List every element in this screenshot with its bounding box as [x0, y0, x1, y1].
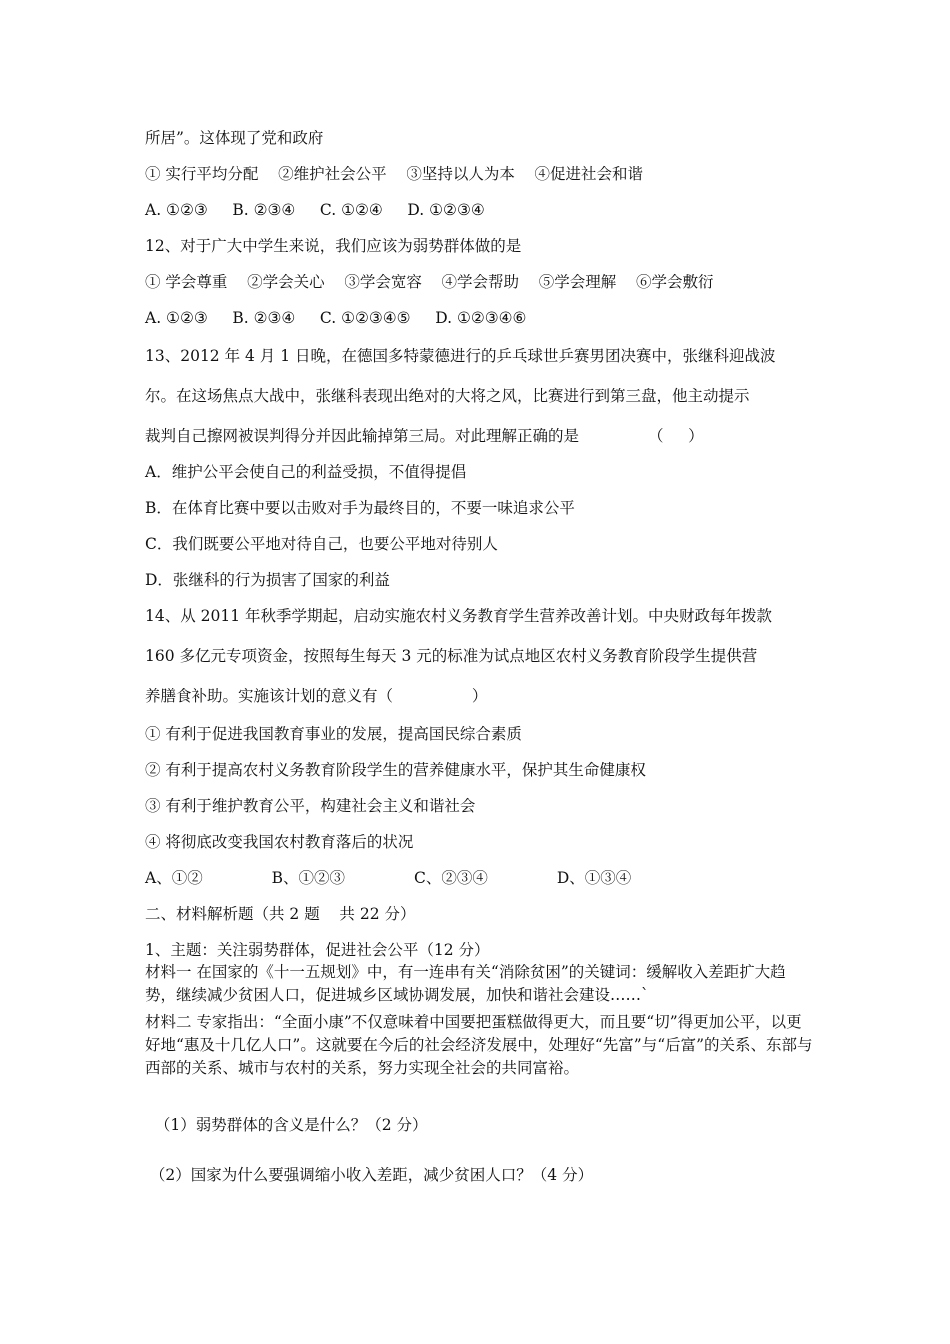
question-14-stem-line-1: 14、从 2011 年秋季学期起，启动实施农村义务教育学生营养改善计划。中央财政每年拨款 [145, 607, 773, 625]
material-one-text: 材料一 在国家的《十一五规划》中，有一连串有关“消除贫困”的关键词：缓解收入差距扩大趋势，继续减少贫困人口，促进城乡区域协调发展，加快和谐社会建设……` [145, 963, 786, 1004]
question-13-option-a: A．维护公平会使自己的利益受损，不值得提倡 [145, 463, 467, 481]
question-14-options: A、①② B、①②③ C、②③④ D、①③④ [145, 869, 632, 887]
material-two-text: 材料二 专家指出：“全面小康”不仅意味着中国要把蛋糕做得更大，而且要“切”得更加公平，以更好地“惠及十几亿人口”。这就要在今后的社会经济发展中，处理好“先富”与“后富”的关系、东部与西部的关系、城市与农村的关系，努力实现全社会的共同富裕。 [145, 1013, 813, 1077]
section-2-heading: 二、材料解析题（共 2 题 共 22 分） [145, 905, 416, 923]
question-11-items: ① 实行平均分配 ②维护社会公平 ③坚持以人为本 ④促进社会和谐 [145, 165, 644, 183]
question-13-stem-line-3: 裁判自己擦网被误判得分并因此输掉第三局。对此理解正确的是 （ ） [145, 427, 704, 445]
question-11-stem-end: 所居”。这体现了党和政府 [145, 129, 324, 147]
question-13-stem-line-2: 尔。在这场焦点大战中，张继科表现出绝对的大将之风，比赛进行到第三盘，他主动提示 [145, 387, 750, 405]
sub-question-2: （2）国家为什么要强调缩小收入差距，减少贫困人口？（4 分） [145, 1166, 594, 1184]
question-11-options: A. ①②③ B. ②③④ C. ①②④ D. ①②③④ [145, 201, 485, 219]
question-13-option-c: C．我们既要公平地对待自己，也要公平地对待别人 [145, 535, 498, 553]
question-14-item-1: ① 有利于促进我国教育事业的发展，提高国民综合素质 [145, 725, 522, 743]
material-two-paragraph [145, 1011, 815, 1080]
question-12-items: ① 学会尊重 ②学会关心 ③学会宽容 ④学会帮助 ⑤学会理解 ⑥学会敷衍 [145, 273, 714, 291]
material-question-1-topic: 1、主题：关注弱势群体，促进社会公平（12 分） [145, 941, 490, 959]
question-12-stem: 12、对于广大中学生来说，我们应该为弱势群体做的是 [145, 237, 522, 255]
question-13-option-d: D．张继科的行为损害了国家的利益 [145, 571, 390, 589]
material-one-paragraph [145, 961, 815, 1007]
question-13-option-b: B．在体育比赛中要以击败对手为最终目的，不要一味追求公平 [145, 499, 575, 517]
question-14-item-4: ④ 将彻底改变我国农村教育落后的状况 [145, 833, 414, 851]
sub-question-1: （1）弱势群体的含义是什么？（2 分） [145, 1116, 428, 1134]
question-14-stem-line-2: 160 多亿元专项资金，按照每生每天 3 元的标准为试点地区农村义务教育阶段学生提供营 [145, 647, 758, 665]
question-12-options: A. ①②③ B. ②③④ C. ①②③④⑤ D. ①②③④⑥ [145, 309, 527, 327]
question-14-stem-line-3: 养膳食补助。实施该计划的意义有（ ） [145, 687, 488, 705]
question-14-item-2: ② 有利于提高农村义务教育阶段学生的营养健康水平，保护其生命健康权 [145, 761, 646, 779]
question-13-stem-line-1: 13、2012 年 4 月 1 日晚，在德国多特蒙德进行的乒乓球世乒赛男团决赛中，张继科迎战波 [145, 347, 776, 365]
question-14-item-3: ③ 有利于维护教育公平，构建社会主义和谐社会 [145, 797, 476, 815]
